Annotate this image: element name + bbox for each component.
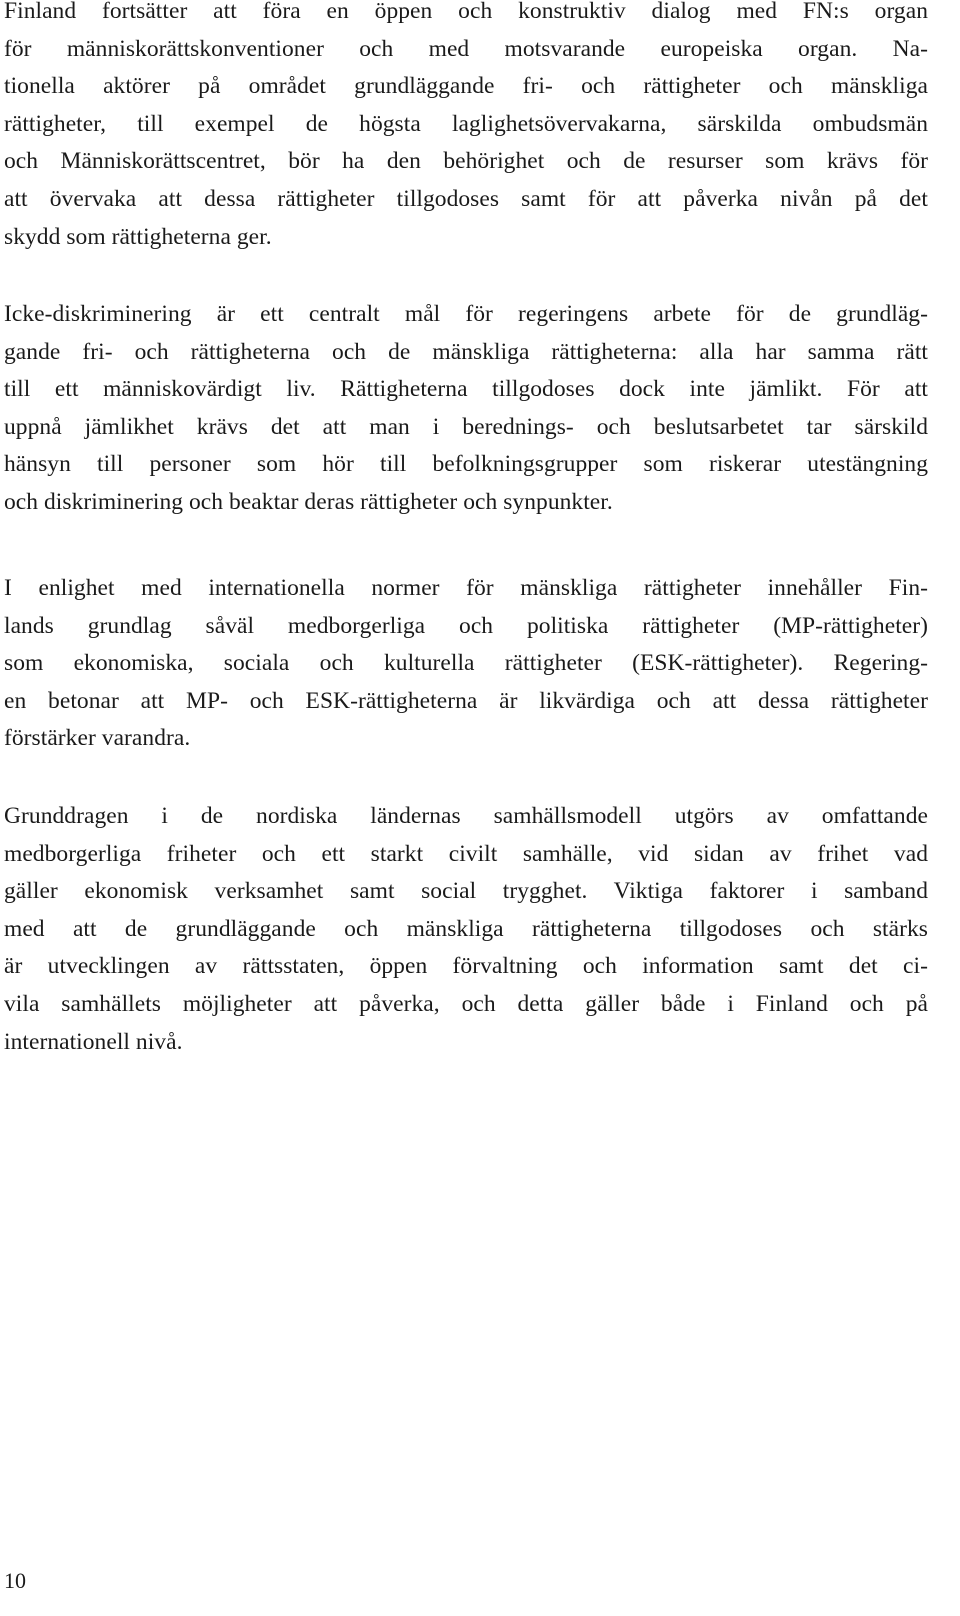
text-line: rättigheter, till exempel de högsta laglighetsövervakarna, särskilda ombudsmän xyxy=(4,110,928,137)
text-line: för människorättskonventioner och med motsvarande europeiska organ. Na- xyxy=(4,35,928,62)
text-line: en betonar att MP- och ESK-rättigheterna är likvärdiga och att dessa rättigheter xyxy=(4,687,928,714)
text-line: att övervaka att dessa rättigheter tillgodoses samt för att påverka nivån på det xyxy=(4,185,928,212)
text-line: uppnå jämlikhet krävs det att man i berednings- och beslutsarbetet tar särskild xyxy=(4,413,928,440)
text-line: hänsyn till personer som hör till befolkningsgrupper som riskerar utestängning xyxy=(4,451,928,478)
text-line: vila samhällets möjligheter att påverka, och detta gäller både i Finland och på xyxy=(4,990,928,1017)
text-line: medborgerliga friheter och ett starkt civilt samhälle, vid sidan av frihet vad xyxy=(4,840,928,867)
text-line: gande fri- och rättigheterna och de mänskliga rättigheterna: alla har samma rätt xyxy=(4,338,928,365)
paragraph-international-norms xyxy=(4,570,928,758)
text-line: som ekonomiska, sociala och kulturella rättigheter (ESK-rättigheter). Regering- xyxy=(4,650,928,677)
text-line: förstärker varandra. xyxy=(4,725,191,752)
text-line: Grunddragen i de nordiska ländernas samhällsmodell utgörs av omfattande xyxy=(4,803,928,829)
text-line: tionella aktörer på området grundläggande fri- och rättigheter och mänskliga xyxy=(4,73,928,100)
text-line: med att de grundläggande och mänskliga rättigheterna tillgodoses och stärks xyxy=(4,915,928,942)
paragraph-dialog-with-un-bodies xyxy=(4,0,928,256)
page-number: 10 xyxy=(4,1568,26,1593)
text-line: internationell nivå. xyxy=(4,1028,183,1055)
paragraph-nordic-model xyxy=(4,798,928,1061)
text-line: skydd som rättigheterna ger. xyxy=(4,223,272,250)
text-line: och Människorättscentret, bör ha den behörighet och de resurser som krävs för xyxy=(4,148,928,175)
paragraph-non-discrimination xyxy=(4,296,928,522)
text-line: I enlighet med internationella normer för mänskliga rättigheter innehåller Fin- xyxy=(4,575,928,601)
text-line: till ett människovärdigt liv. Rättigheterna tillgodoses dock inte jämlikt. För att xyxy=(4,376,928,403)
text-line: och diskriminering och beaktar deras rättigheter och synpunkter. xyxy=(4,488,613,515)
text-line: är utvecklingen av rättsstaten, öppen förvaltning och information samt det ci- xyxy=(4,953,928,980)
text-line: gäller ekonomisk verksamhet samt social trygghet. Viktiga faktorer i samband xyxy=(4,878,928,905)
text-line: Finland fortsätter att föra en öppen och konstruktiv dialog med FN:s organ xyxy=(4,0,928,24)
text-line: Icke-diskriminering är ett centralt mål för regeringens arbete för de grundläg- xyxy=(4,301,928,327)
document-page xyxy=(4,0,928,1616)
text-line: lands grundlag såväl medborgerliga och politiska rättigheter (MP-rättigheter) xyxy=(4,612,928,639)
